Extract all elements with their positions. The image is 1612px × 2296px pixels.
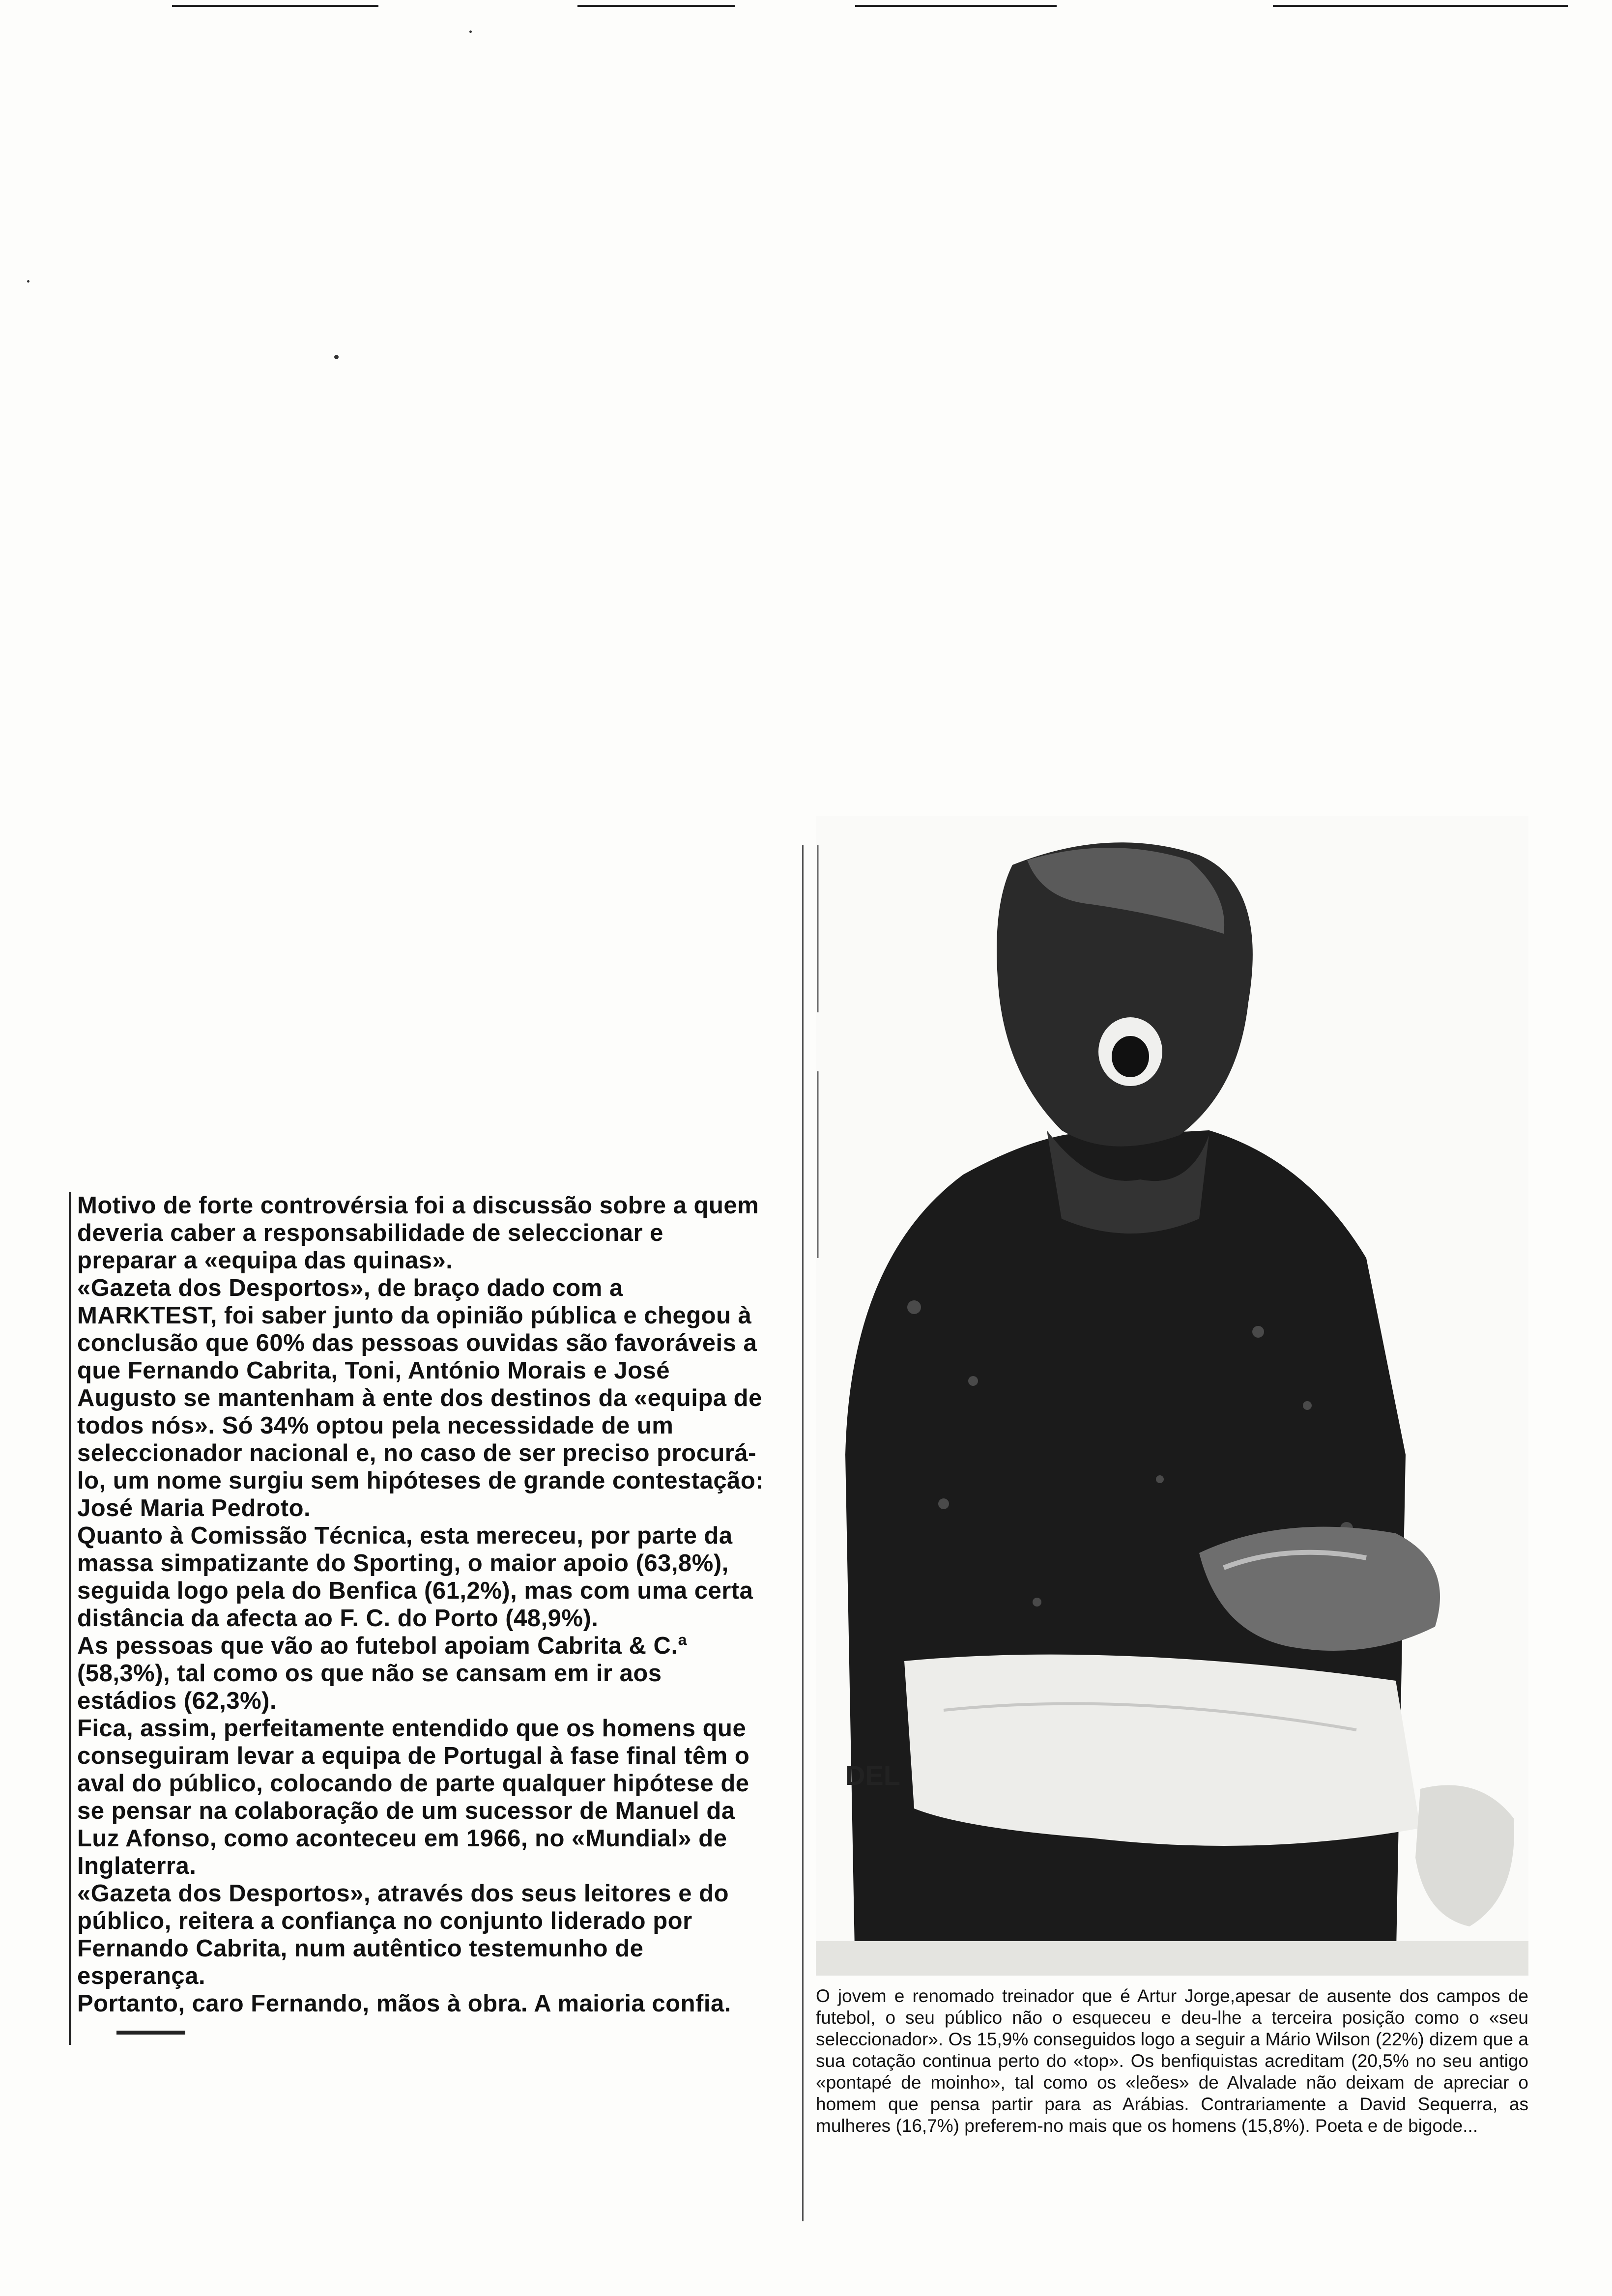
signature-mark xyxy=(116,2031,185,2035)
article-paragraph: Motivo de forte controvérsia foi a discussão sobre a quem deveria caber a responsabilidade de seleccionar e preparar a «equipa das quinas». xyxy=(77,1192,759,1274)
scan-speck xyxy=(469,30,472,33)
article-paragraph: «Gazeta dos Desportos», através dos seus leitores e do público, reitera a confiança no conjunto liderado por Fernando Cabrita, num autêntico testemunho de esperança. xyxy=(77,1880,729,1989)
article-paragraph: Fica, assim, perfeitamente entendido que os homens que conseguiram levar a equipa de Portugal à fase final têm o aval do público, colocando de parte qualquer hipótese de se pensar na colaboração de um sucessor de Manuel da Luz Afonso, como aconteceu em 1966, no «Mundial» de Inglaterra. xyxy=(77,1715,750,1879)
caption-text: O jovem e renomado treinador que é Artur Jorge,apesar de ausente dos campos de futebol, o seu público não o esqueceu e deu-lhe a terceira posição como o «seu seleccionador». Os 15,9% conseguidos logo a seguir a Mário Wilson (22%) dizem que a sua cotação continua perto do «top». Os benfiquistas acreditam (20,5% no seu antigo «pontapé de moinho», tal como os «leões» de Alvalade não deixam de apreciar o homem que pensa partir para as Arábias. Contrariamente a David Sequerra, as mulheres (16,7%) preferem-no mais que os homens (15,8%). Poeta e de bigode... xyxy=(816,1986,1528,2136)
article-paragraph: «Gazeta dos Desportos», de braço dado com a MARKTEST, foi saber junto da opinião pública e chegou à conclusão que 60% das pessoas ouvidas são favoráveis a que Fernando Cabrita, Toni, António Morais e José Augusto se mantenham à ente dos destinos da «equipa de todos nós». Só 34% optou pela necessidade de um seleccionador nacional e, no caso de ser preciso procurá-lo, um nome surgiu sem hipóteses de grande contestação: José Maria Pedroto. xyxy=(77,1275,764,1521)
portrait-illustration xyxy=(816,816,1528,1976)
photo-caption xyxy=(816,1985,1528,2137)
portrait-photo xyxy=(816,816,1528,1976)
article-text xyxy=(69,1192,765,2045)
scan-speck xyxy=(27,280,29,283)
article-paragraph: Portanto, caro Fernando, mãos à obra. A maioria confia. xyxy=(77,1990,731,2017)
article-paragraph: Quanto à Comissão Técnica, esta mereceu, por parte da massa simpatizante do Sporting, o maior apoio (63,8%), seguida logo pela do Benfica (61,2%), mas com uma certa distância da afecta ao F. C. do Porto (48,9%). xyxy=(77,1522,753,1632)
article-closing xyxy=(77,1990,765,2045)
column-divider xyxy=(802,845,804,2221)
scan-speck xyxy=(334,355,339,359)
top-rule-1 xyxy=(172,5,378,7)
article-paragraph: As pessoas que vão ao futebol apoiam Cabrita & C.ª (58,3%), tal como os que não se cansam em ir aos estádios (62,3%). xyxy=(77,1633,688,1714)
top-rule-3 xyxy=(855,5,1057,7)
top-rule-2 xyxy=(577,5,735,7)
photo-lettering: DEL xyxy=(845,1760,900,1791)
top-rule-4 xyxy=(1273,5,1568,7)
